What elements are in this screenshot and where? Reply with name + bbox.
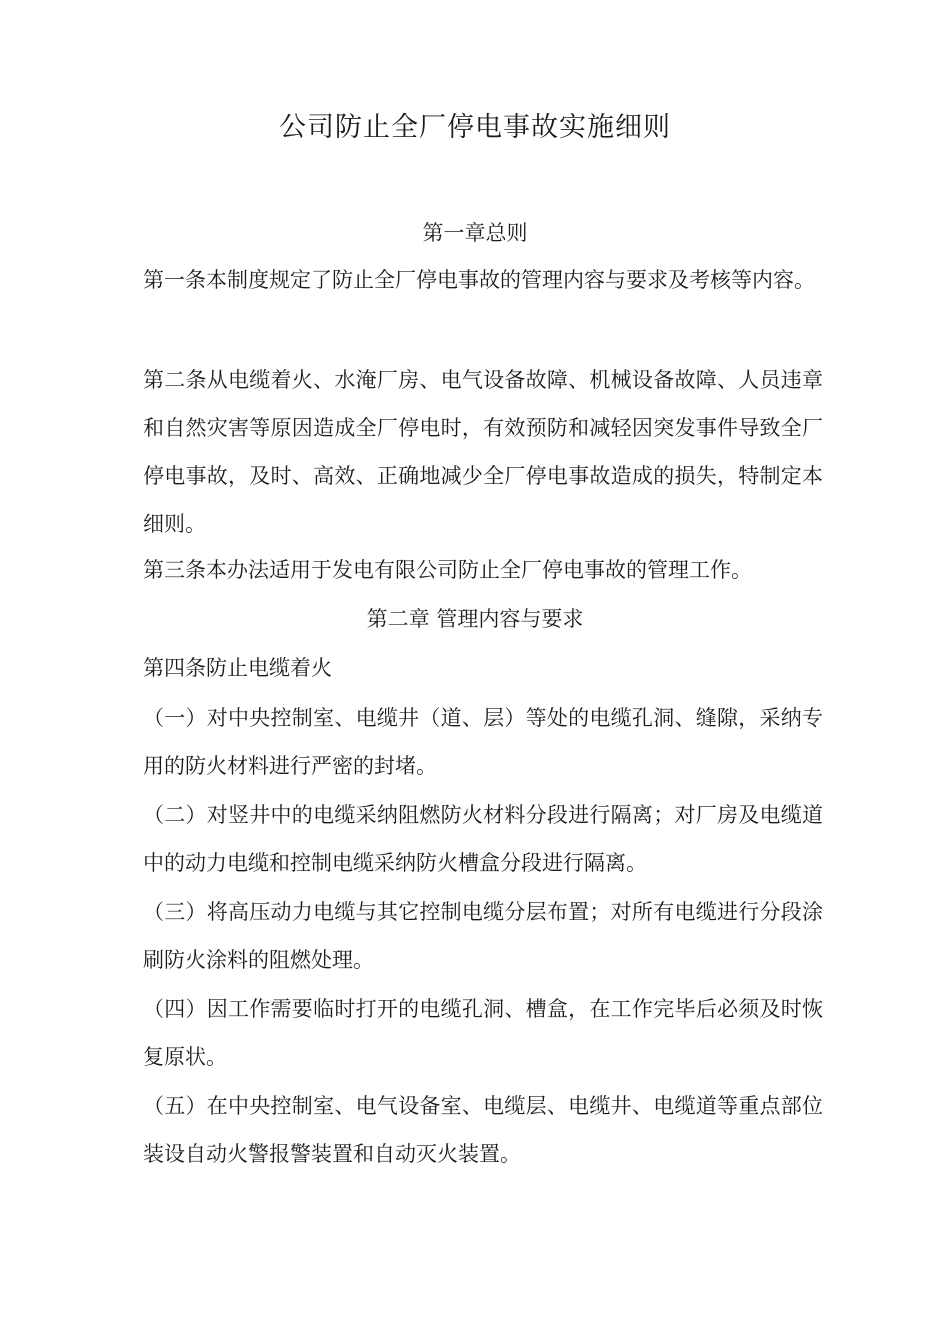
- article-4-item-1: （一）对中央控制室、电缆井（道、层）等处的电缆孔洞、缝隙，采纳专用的防火材料进行严密的封堵。: [143, 706, 823, 778]
- chapter-1-heading: 第一章总则: [422, 221, 528, 245]
- article-3: 第三条本办法适用于发电有限公司防止全厂停电事故的管理工作。: [143, 558, 752, 582]
- article-4-item-2: （二）对竖井中的电缆采纳阻燃防火材料分段进行隔离；对厂房及电缆道中的动力电缆和控制电缆采纳防火槽盒分段进行隔离。: [143, 803, 823, 875]
- article-4-item-3: （三）将高压动力电缆与其它控制电缆分层布置；对所有电缆进行分段涂刷防火涂料的阻燃处理。: [143, 900, 823, 972]
- article-4-item-4: （四）因工作需要临时打开的电缆孔洞、槽盒，在工作完毕后必须及时恢复原状。: [143, 997, 823, 1069]
- article-4-heading: 第四条防止电缆着火: [143, 656, 332, 680]
- article-1: 第一条本制度规定了防止全厂停电事故的管理内容与要求及考核等内容。: [143, 268, 815, 292]
- chapter-2-heading: 第二章 管理内容与要求: [366, 607, 584, 631]
- article-4-item-5: （五）在中央控制室、电气设备室、电缆层、电缆井、电缆道等重点部位装设自动火警报警装置和自动灭火装置。: [143, 1094, 823, 1166]
- document-title: 公司防止全厂停电事故实施细则: [279, 112, 671, 143]
- article-2: 第二条从电缆着火、水淹厂房、电气设备故障、机械设备故障、人员违章和自然灾害等原因造成全厂停电时，有效预防和减轻因突发事件导致全厂停电事故，及时、高效、正确地减少全厂停电事故造成的损失，特制定本细则。: [143, 368, 823, 536]
